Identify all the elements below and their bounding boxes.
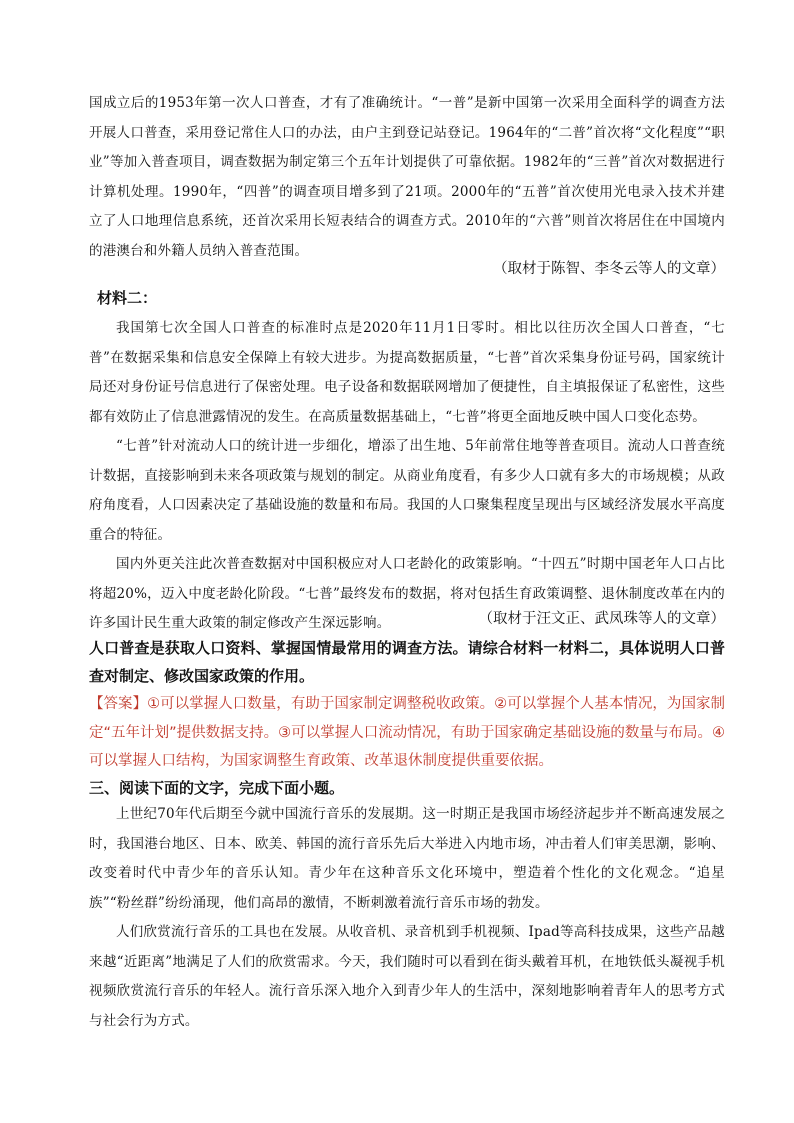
- material2-heading-block: [89, 284, 725, 312]
- material2-paragraph-1: 我国第七次全国人口普查的标准时点是2020年11月1日零时。相比以往历次全国人口普查，“七普”在数据采集和信息安全保障上有较大进步。为提高数据质量，“七普”首次采集身份证号码，国家统计局还对身份证号信息进行了保密处理。电子设备和数据联网增加了便捷性，自主填报保证了私密性，这些都有效防止了信息泄露情况的发生。在高质量数据基础上，“七普”将更全面地反映中国人口变化态势。: [89, 320, 725, 425]
- section3-heading: 三、阅读下面的文字，完成下面小题。: [89, 779, 345, 797]
- question-block: [89, 634, 725, 690]
- material1-paragraph: [89, 89, 725, 266]
- material2-heading: 材料二：: [97, 289, 158, 307]
- question-text: 人口普查是获取人口资料、掌握国情最常用的调查方法。请综合材料一材料二，具体说明人口普查对制定、修改国家政策的作用。: [89, 639, 725, 685]
- answer-body: ①可以掌握人口数量，有助于国家制定调整税收政策。②可以掌握个人基本情况，为国家制定“五年计划”提供数据支持。③可以掌握人口流动情况，有助于国家确定基础设施的数量与布局。④可以掌握人口结构，为国家调整生育政策、改革退休制度提供重要依据。: [89, 696, 725, 769]
- material1-source: （取材于陈智、李冬云等人的文章）: [493, 261, 725, 277]
- answer-label: 【答案】: [89, 696, 148, 712]
- material2-paragraph-3: 国内外更关注此次普查数据对中国积极应对人口老龄化的政策影响。“十四五”时期中国老年人口占比将超20%，迈入中度老龄化阶段。“七普”最终发布的数据，将对包括生育政策调整、退休制度改革在内的许多国计民生重大政策的制定修改产生深远影响。: [89, 556, 725, 631]
- material2-body: [89, 314, 725, 639]
- answer-block: [89, 690, 725, 776]
- material2-source-block: [89, 604, 725, 634]
- material1-source-block: [89, 254, 725, 284]
- section3-paragraph-1: 上世纪70年代后期至今就中国流行音乐的发展期。这一时期正是我国市场经济起步并不断高速发展之时，我国港台地区、日本、欧美、韩国的流行音乐先后大举进入内地市场，冲击着人们审美思潮，影响、改变着时代中青少年的音乐认知。青少年在这种音乐文化环境中，塑造着个性化的文化观念。“追星族”“粉丝群”纷纷涌现，他们高昂的激情，不断刺激着流行音乐市场的勃发。: [89, 806, 725, 911]
- section3-body: [89, 800, 725, 1036]
- answer-text: [89, 690, 725, 776]
- section3-paragraph-2: 人们欣赏流行音乐的工具也在发展。从收音机、录音机到手机视频、Ipad等高科技成果，这些产品越来越“近距离”地满足了人们的欣赏需求。今天，我们随时可以看到在街头戴着耳机，在地铁低头凝视手机视频欣赏流行音乐的年轻人。流行音乐深入地介入到青少年人的生活中，深刻地影响着青年人的思考方式与社会行为方式。: [89, 924, 725, 1029]
- section3-heading-block: [89, 774, 725, 802]
- material2-paragraph-2: “七普”针对流动人口的统计进一步细化，增添了出生地、5年前常住地等普查项目。流动人口普查统计数据，直接影响到未来各项政策与规划的制定。从商业角度看，有多少人口就有多大的市场规模；从政府角度看，人口因素决定了基础设施的数量和布局。我国的人口聚集程度呈现出与区域经济发展水平高度重合的特征。: [89, 438, 725, 543]
- material2-source: （取材于汪文正、武凤珠等人的文章）: [478, 611, 725, 627]
- material1-text: 国成立后的1953年第一次人口普查，才有了准确统计。“一普”是新中国第一次采用全面科学的调查方法开展人口普查，采用登记常住人口的办法，由户主到登记站登记。1964年的“二普”首次将“文化程度”“职业”等加入普查项目，调查数据为制定第三个五年计划提供了可靠依据。1982年的“三普”首次对数据进行计算机处理。1990年，“四普”的调查项目增多到了21项。2000年的“五普”首次使用光电录入技术并建立了人口地理信息系统，还首次采用长短表结合的调查方式。2010年的“六普”则首次将居住在中国境内的港澳台和外籍人员纳入普查范围。: [89, 95, 725, 259]
